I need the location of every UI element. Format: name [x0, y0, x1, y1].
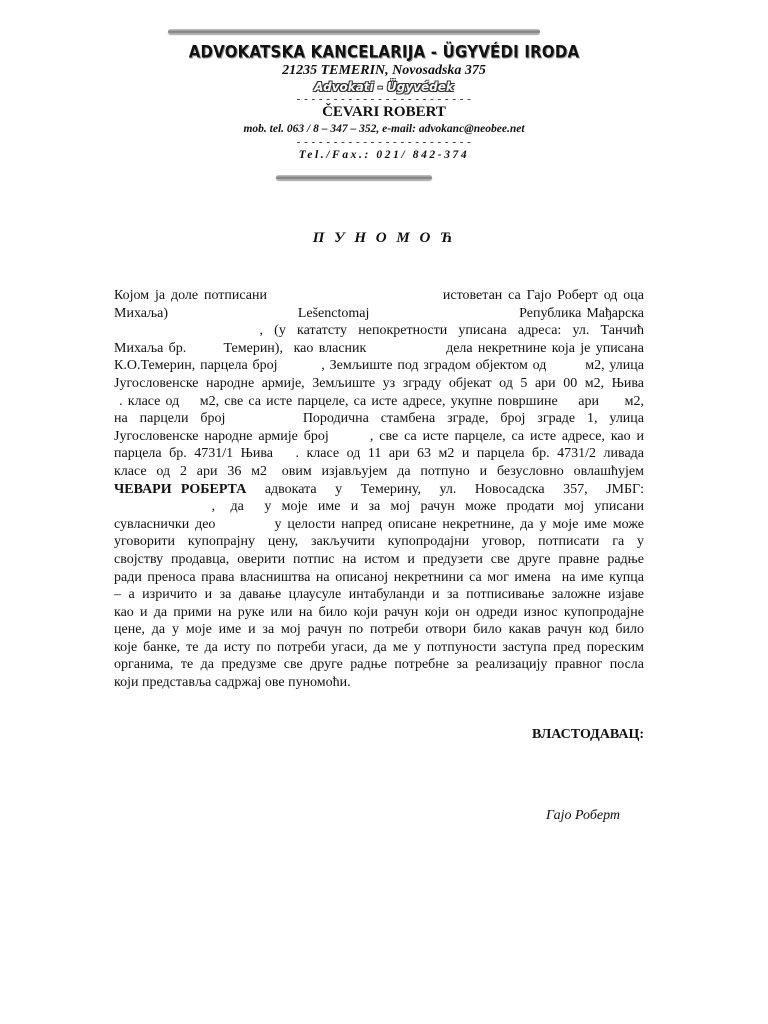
body-line: које банке, те да исту по потреби угаси, да ме у потпуности заступа пред пореским — [114, 639, 644, 655]
separator-line: - - - - - - - - - - - - - - - - - - - - - - - - — [296, 136, 472, 148]
body-line: Михаља) Lešenctomaj Република Мађарска — [114, 305, 644, 321]
lawyer-name: ČEVARI ROBERT — [322, 104, 446, 120]
body-line: органима, те да предузме све друге радње потребне за реализацију правног посла — [114, 657, 644, 673]
body-line: својству продавца, оверити потпис на истом и предузети све друге правне радње — [114, 551, 644, 567]
tel-fax-line: Tel./Fax.: 021/ 842-374 — [298, 149, 470, 161]
body-line: – а изричито и за давање цлаусуле интабуланди и за потписивање заложне изјаве — [114, 587, 644, 603]
body-line: , (у кататсту непокретности уписана адреса: ул. Танчић — [114, 323, 644, 339]
body-line: уговорити купопрајну цену, закључити купопродајни уговор, потписати га у — [114, 534, 644, 550]
attorney-name: ЧЕВАРИ РОБЕРТА — [114, 481, 247, 497]
body-line: Којом ја доле потписани истоветан са Гајо Роберт од оца — [114, 288, 644, 303]
body-line: Југословенске народне армије, Земљиште уз зграду објекат од 5 ари 00 м2, Њива — [114, 375, 644, 391]
body-line: Михаља бр. Темерин), као власник дела некретнине која је уписана — [114, 340, 644, 356]
body-line: Југословенске народне армије број , све са исте парцеле, са исте адресе, као и — [114, 428, 644, 444]
grantor-label: ВЛАСТОДАВАЦ: — [532, 727, 644, 742]
body-line: , да у моје име и за мој рачун може продати мој уписани — [114, 499, 644, 515]
body-line: ЧЕВАРИ РОБЕРТА адвоката у Темерину, ул. Новосадска 357, ЈМБГ: — [114, 481, 645, 497]
letterhead-top-rule — [168, 29, 540, 34]
body-line: цене, да у моје име и за мој рачун по потреби отвори било какав рачун код било — [114, 622, 644, 638]
body-line: на парцели број Породична стамбена зграде, број зграде 1, улица — [114, 411, 644, 427]
separator-line: - - - - - - - - - - - - - - - - - - - - - - - - — [296, 93, 472, 105]
document-body — [114, 287, 644, 692]
signature-name: Гајо Роберт — [546, 808, 621, 823]
body-line: парцела бр. 4731/1 Њива . класе од 11 ари 63 м2 и парцела бр. 4731/2 ливада — [114, 446, 644, 462]
body-line: . класе од м2, све са исте парцеле, са исте адресе, укупне површине ари м2, — [114, 393, 644, 409]
body-line: сувласнички део у целости напред описане некретнине, да у моје име може — [114, 516, 644, 532]
firm-name: ADVOKATSKA KANCELARIJA - ÜGYVÉDI IRODA — [188, 41, 580, 63]
body-line: који представља садржај ове пуномоћи. — [114, 675, 351, 691]
body-line: класе од 2 ари 36 м2 овим изјављујем да потпуно и безусловно овлашћујем — [114, 463, 644, 479]
letterhead-bottom-rule — [276, 175, 432, 180]
document-title: П У Н О М О Ћ — [312, 230, 456, 246]
body-line: ради преноса права власништва на описаној некретнини са мог имена на име купца — [114, 569, 644, 585]
firm-address: 21235 TEMERIN, Novosadska 375 — [282, 63, 486, 78]
firm-tagline: Advokati - Ügyvédek — [314, 80, 454, 94]
body-line: као и да прими на руке или на било који рачун који он одреди износ купопродајне — [114, 604, 644, 620]
body-line: К.О.Темерин, парцела број , Земљиште под зградом објектом од м2, улица — [114, 358, 644, 374]
contact-line: mob. tel. 063 / 8 – 347 – 352, e-mail: advokanc@neobee.net — [243, 123, 525, 135]
